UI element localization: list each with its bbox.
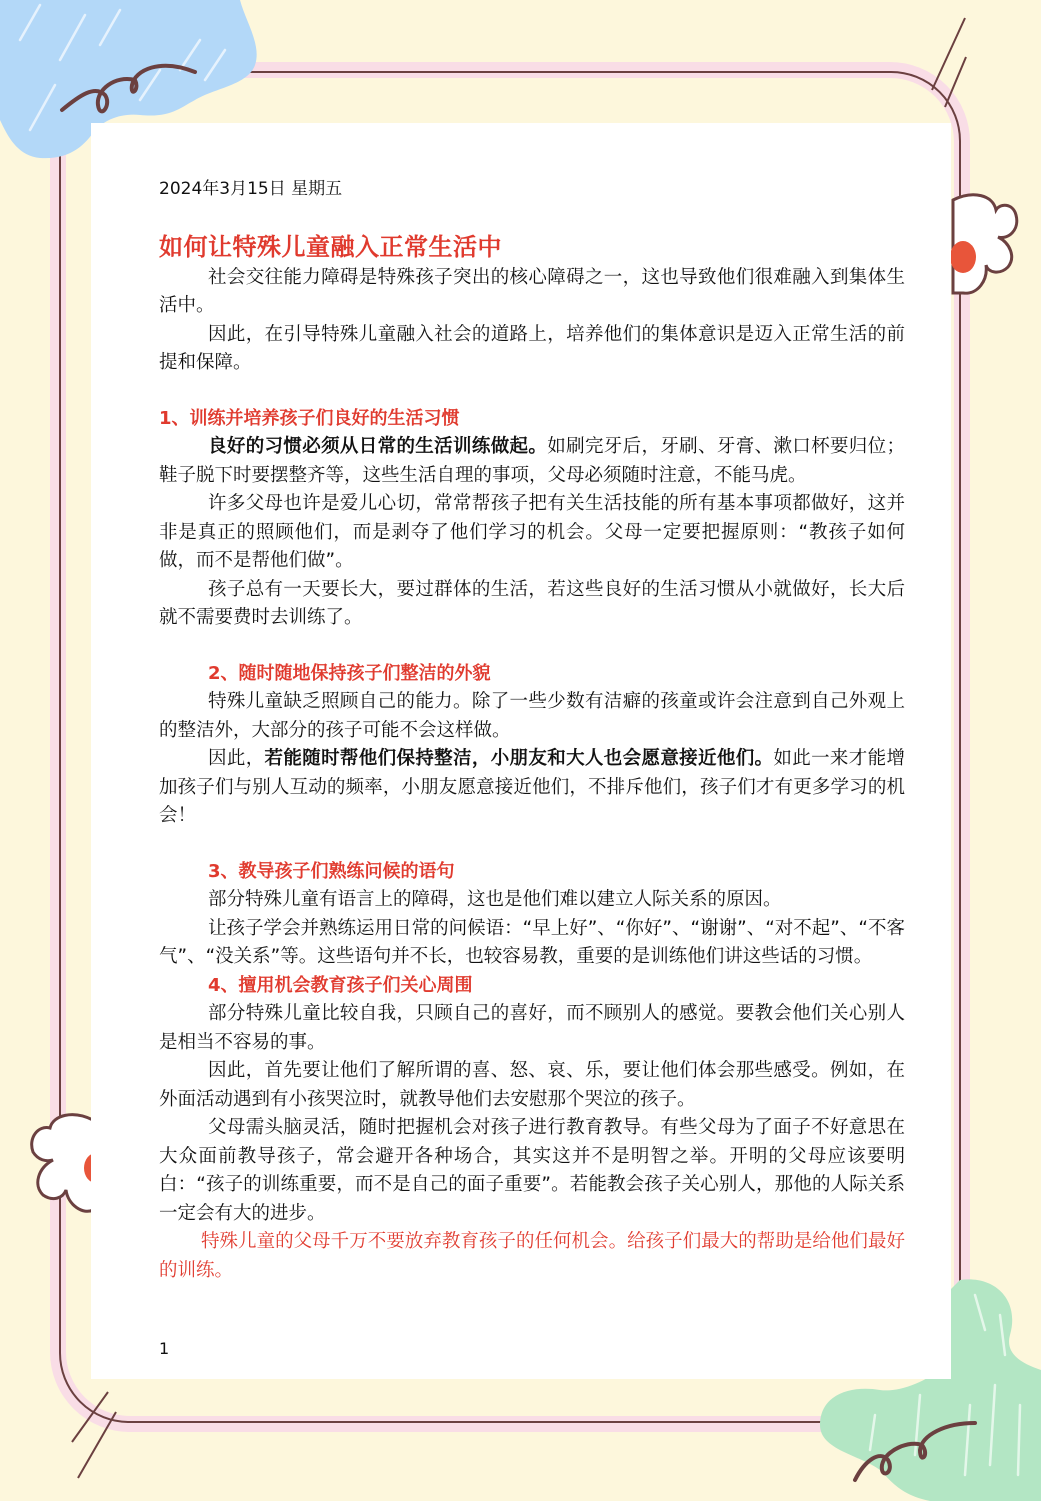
section-paragraph: 让孩子学会并熟练运用日常的问候语：“早上好”、“你好”、“谢谢”、“对不起”、“不客气”、“没关系”等。这些语句并不长，也较容易教，重要的是训练他们讲这些话的习惯。 [159, 917, 905, 967]
document-title: 如何让特殊儿童融入正常生活中 [159, 232, 502, 261]
intro-paragraph: 社会交往能力障碍是特殊孩子突出的核心障碍之一，这也导致他们很难融入到集体生活中。 [159, 266, 905, 316]
section-paragraph: 因此，若能随时帮他们保持整洁，小朋友和大人也会愿意接近他们。如此一来才能增加孩子们与别人互动的频率，小朋友愿意接近他们，不排斥他们，孩子们才有更多学习的机会！ [159, 748, 905, 826]
section-paragraph: 部分特殊儿童比较自我，只顾自己的喜好，而不顾别人的感觉。要教会他们关心别人是相当不容易的事。 [159, 1003, 905, 1053]
section-paragraph: 因此，首先要让他们了解所谓的喜、怒、哀、乐，要让他们体会那些感受。例如，在外面活动遇到有小孩哭泣时，就教导他们去安慰那个哭泣的孩子。 [159, 1060, 905, 1110]
section-heading: 3、教导孩子们熟练问候的语句 [208, 860, 455, 882]
section-paragraph: 孩子总有一天要长大，要过群体的生活，若这些良好的生活习惯从小就做好，长大后就不需要费时去训练了。 [159, 578, 905, 628]
section-heading: 1、训练并培养孩子们良好的生活习惯 [159, 407, 460, 429]
section-paragraph: 特殊儿童缺乏照顾自己的能力。除了一些少数有洁癖的孩童或许会注意到自己外观上的整洁外，大部分的孩子可能不会这样做。 [159, 691, 905, 741]
document-page [91, 123, 951, 1379]
document-content [159, 175, 905, 1285]
conclusion-paragraph: 特殊儿童的父母千万不要放弃教育孩子的任何机会。给孩子们最大的帮助是给他们最好的训练。 [159, 1231, 905, 1281]
document-date: 2024年3月15日 星期五 [159, 179, 343, 199]
intro-paragraph: 因此，在引导特殊儿童融入社会的道路上，培养他们的集体意识是迈入正常生活的前提和保障。 [159, 323, 905, 373]
section-paragraph: 良好的习惯必须从日常的生活训练做起。如刷完牙后，牙刷、牙膏、漱口杯要归位；鞋子脱下时要摆整齐等，这些生活自理的事项，父母必须随时注意，不能马虎。 [159, 436, 905, 486]
page-number: 1 [159, 1339, 170, 1358]
bold-text: 良好的习惯必须从日常的生活训练做起。 [208, 436, 548, 457]
section-paragraph: 父母需头脑灵活，随时把握机会对孩子进行教育教导。有些父母为了面子不好意思在大众面前教导孩子，常会避开各种场合，其实这并不是明智之举。开明的父母应该要明白：“孩子的训练重要，而不是自己的面子重要”。若能教会孩子关心别人，那他的人际关系一定会有大的进步。 [159, 1117, 905, 1224]
section-heading: 4、擅用机会教育孩子们关心周围 [208, 974, 473, 996]
bold-text: 若能随时帮他们保持整洁，小朋友和大人也会愿意接近他们。 [264, 748, 774, 769]
section-paragraph: 部分特殊儿童有语言上的障碍，这也是他们难以建立人际关系的原因。 [208, 889, 782, 910]
section-paragraph: 许多父母也许是爱儿心切，常常帮孩子把有关生活技能的所有基本事项都做好，这并非是真正的照顾他们，而是剥夺了他们学习的机会。父母一定要把握原则：“教孩子如何做，而不是帮他们做”。 [159, 493, 905, 571]
section-heading: 2、随时随地保持孩子们整洁的外貌 [208, 662, 491, 684]
